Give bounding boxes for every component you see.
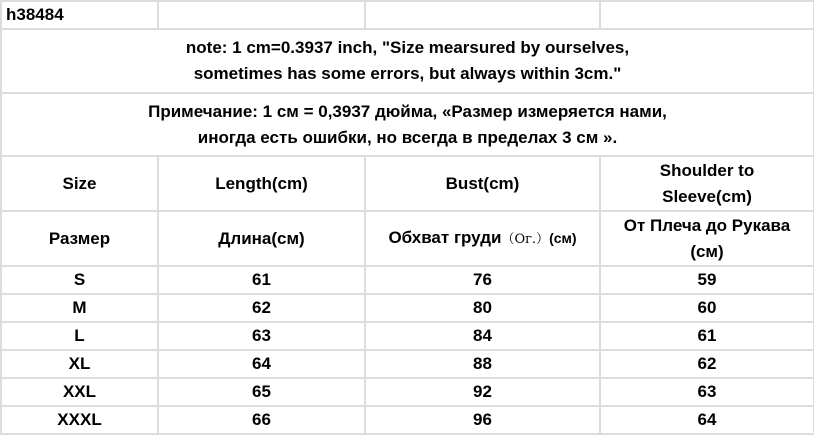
code-row	[1, 1, 814, 29]
header-length: Length(cm)	[158, 156, 365, 211]
bust-cell: 88	[365, 350, 600, 378]
empty-cell	[158, 1, 365, 29]
header-shoulder-ru-line-2: (см)	[690, 241, 724, 261]
table-row	[1, 378, 814, 406]
table-row	[1, 406, 814, 434]
size-cell: M	[1, 294, 158, 322]
russian-note-row	[1, 93, 814, 156]
size-cell: S	[1, 266, 158, 294]
english-note-line-1: note: 1 cm=0.3937 inch, "Size mearsured by ourselves,	[185, 38, 630, 57]
header-shoulder	[600, 156, 814, 211]
english-header-row	[1, 156, 814, 211]
russian-note	[1, 93, 814, 156]
english-note-line-2: sometimes has some errors, but always within 3cm."	[193, 64, 622, 83]
russian-note-line-2: иногда есть ошибки, но всегда в пределах 3 см ».	[197, 127, 618, 147]
header-bust-ru	[365, 211, 600, 266]
english-note	[1, 29, 814, 93]
table-row	[1, 266, 814, 294]
length-cell: 64	[158, 350, 365, 378]
header-shoulder-line-1: Shoulder to	[659, 160, 755, 180]
table-row	[1, 294, 814, 322]
shoulder-cell: 63	[600, 378, 814, 406]
bust-cell: 92	[365, 378, 600, 406]
length-cell: 63	[158, 322, 365, 350]
header-length-ru: Длина(см)	[158, 211, 365, 266]
length-cell: 65	[158, 378, 365, 406]
header-size: Size	[1, 156, 158, 211]
product-code: h38484	[1, 1, 158, 29]
size-cell: XXL	[1, 378, 158, 406]
empty-cell	[365, 1, 600, 29]
table-row	[1, 322, 814, 350]
header-size-ru: Размер	[1, 211, 158, 266]
bust-cell: 80	[365, 294, 600, 322]
russian-note-line-1: Примечание: 1 см = 0,3937 дюйма, «Размер измеряется нами,	[148, 101, 667, 121]
bust-cell: 76	[365, 266, 600, 294]
size-cell: XXXL	[1, 406, 158, 434]
table-row	[1, 350, 814, 378]
shoulder-cell: 59	[600, 266, 814, 294]
shoulder-cell: 62	[600, 350, 814, 378]
english-note-row	[1, 29, 814, 93]
header-bust: Bust(cm)	[365, 156, 600, 211]
bust-cell: 96	[365, 406, 600, 434]
header-shoulder-ru	[600, 211, 814, 266]
empty-cell	[600, 1, 814, 29]
size-cell: XL	[1, 350, 158, 378]
header-bust-ru-main: Обхват груди	[388, 227, 502, 247]
shoulder-cell: 64	[600, 406, 814, 434]
shoulder-cell: 60	[600, 294, 814, 322]
length-cell: 61	[158, 266, 365, 294]
header-shoulder-ru-line-1: От Плеча до Рукава	[623, 215, 791, 235]
bust-cell: 84	[365, 322, 600, 350]
russian-header-row	[1, 211, 814, 266]
header-bust-ru-og: （Ог.）	[501, 231, 550, 247]
length-cell: 62	[158, 294, 365, 322]
header-bust-ru-unit: (см)	[549, 229, 577, 246]
size-cell: L	[1, 322, 158, 350]
length-cell: 66	[158, 406, 365, 434]
shoulder-cell: 61	[600, 322, 814, 350]
header-shoulder-line-2: Sleeve(cm)	[662, 186, 752, 206]
